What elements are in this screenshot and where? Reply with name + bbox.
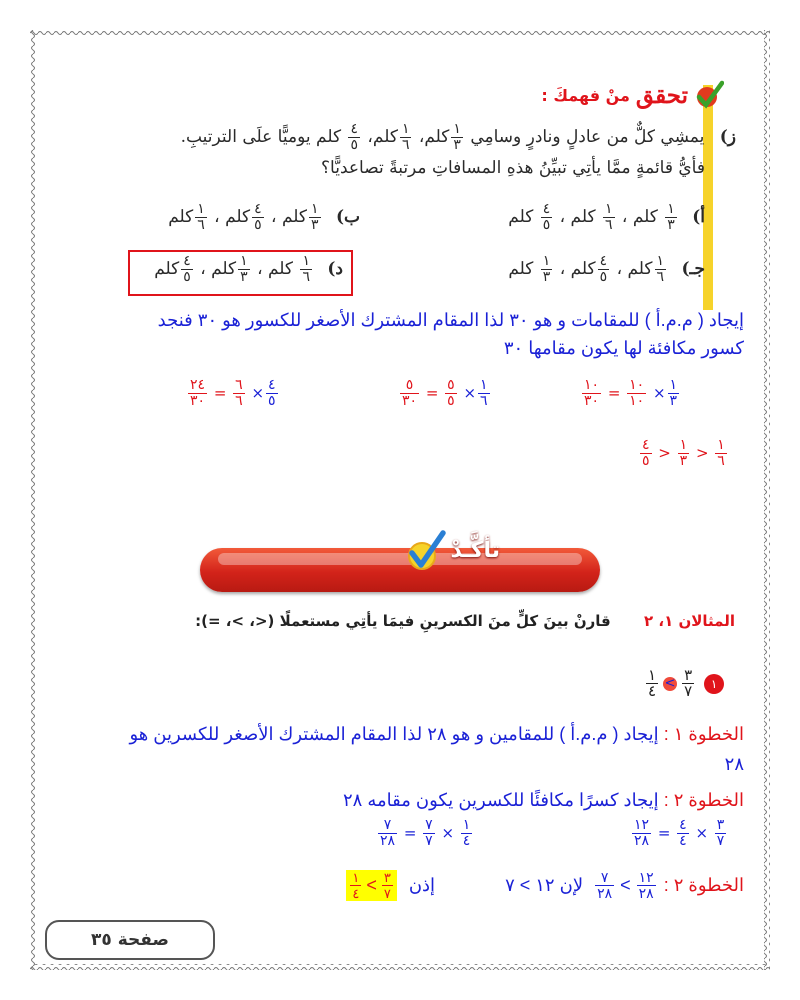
solution-line-2: كسور مكافئة لها يكون مقامها ٣٠	[503, 338, 744, 358]
banner-title: تأكَّـدْ	[450, 537, 500, 563]
step-2-eq-7-28: $\frac{٧}{٢٨}$ = $\frac{٧}{٧}$ × $\frac{١}{٤}$	[380, 817, 471, 849]
exercise-1: $\frac{١}{٤}$ < $\frac{٣}{٧}$ ١	[644, 668, 724, 699]
step-2: الخطوة ٢ : إيجاد كسرًا مكافئًا للكسرين يكون مقامه ٢٨	[342, 790, 744, 810]
choice-c[interactable]: جـ) $\frac{١}{٦}$ كلم ، $\frac{٤}{٥}$ كلم ، $\frac{١}{٣}$ كلم	[508, 253, 705, 285]
choice-b[interactable]: ب) $\frac{١}{٣}$ كلم ، $\frac{٤}{٥}$ كلم ، $\frac{١}{٦}$ كلم	[168, 201, 360, 233]
step-1-line-1: الخطوة ١ : إيجاد ( م.م.أ ) للمقامين و هو ٢٨ لذا المقام المشترك الأصغر للكسرين هو	[129, 724, 744, 744]
solution-line-1: إيجاد ( م.م.أ ) للمقامات و هو ٣٠ لذا المقام المشترك الأصغر للكسور هو ٣٠ فنجد	[157, 310, 744, 330]
page-number: صفحة ٣٥	[45, 920, 215, 960]
question-label: ز)	[719, 127, 736, 147]
equation-1-6: $\frac{٥}{٣٠}$ = $\frac{٥}{٥}$ × $\frac{١}{٦}$	[402, 377, 488, 409]
step-3: الخطوة ٢ : $\frac{١٢}{٢٨}$ > $\frac{٧}{٢٨}$ لإن ١٢ > ٧ إذن $\frac{٣}{٧}$ > $\frac{١}{٤}$	[346, 870, 744, 901]
checkmark-icon	[694, 80, 724, 110]
choice-a[interactable]: أ) $\frac{١}{٣}$ كلم ، $\frac{١}{٦}$ كلم ، $\frac{٤}{٥}$ كلم	[508, 201, 705, 233]
choice-d[interactable]: د) $\frac{١}{٦}$ كلم ، $\frac{١}{٣}$ كلم ، $\frac{٤}{٥}$ كلم	[154, 253, 343, 285]
examples-instruction: قارنْ بينَ كلٍّ منَ الكسرينِ فيمَا يأتِي مستعملًا (<، >، =):	[195, 612, 611, 630]
less-than-sign: <	[664, 675, 676, 691]
step-1-line-2: ٢٨	[724, 754, 744, 774]
exercise-number-badge: ١	[704, 674, 724, 694]
check-heading-rest: منْ فهمكَ :	[541, 85, 630, 105]
fraction-1-6: $\frac{١}{٦}$	[401, 121, 410, 153]
confirm-banner	[200, 548, 600, 592]
examples-label: المثالان ١، ٢	[643, 612, 735, 630]
ordering-result: $\frac{٤}{٥}$ > $\frac{١}{٣}$ > $\frac{١}{٦}$	[642, 437, 725, 469]
examples-line	[195, 612, 735, 630]
equation-4-5: $\frac{٢٤}{٣٠}$ = $\frac{٦}{٦}$ × $\frac{٤}{٥}$	[190, 377, 276, 409]
checkmark-icon	[406, 528, 446, 572]
question-line-2: فأيُّ قائمةٍ ممَّا يأتِي تبيِّنُ هذهِ المسافاتِ مرتبةً تصاعديًّا؟	[321, 158, 705, 178]
question-line-1: ز) يمشِي كلٌّ من عادلٍ ونادرٍ وسامِي $\frac{١}{٣}$ كلم، $\frac{١}{٦}$ كلم، $\frac{٤}{٥}$ كلم يوميًّا علَى الترتيبِ.	[180, 121, 736, 153]
highlighted-answer: $\frac{٣}{٧}$ > $\frac{١}{٤}$	[346, 870, 396, 901]
check-heading	[541, 80, 724, 110]
step-2-eq-12-28: $\frac{١٢}{٢٨}$ = $\frac{٤}{٤}$ × $\frac{٣}{٧}$	[634, 817, 725, 849]
banner-title-wrap	[406, 528, 500, 572]
fraction-4-5: $\frac{٤}{٥}$	[350, 121, 358, 153]
equivalent-fractions	[0, 378, 800, 428]
equation-1-3: $\frac{١٠}{٣٠}$ = $\frac{١٠}{١٠}$ × $\frac{١}{٣}$	[584, 377, 678, 409]
check-heading-main: تحقق	[635, 81, 688, 109]
fraction-1-3: $\frac{١}{٣}$	[453, 121, 461, 153]
